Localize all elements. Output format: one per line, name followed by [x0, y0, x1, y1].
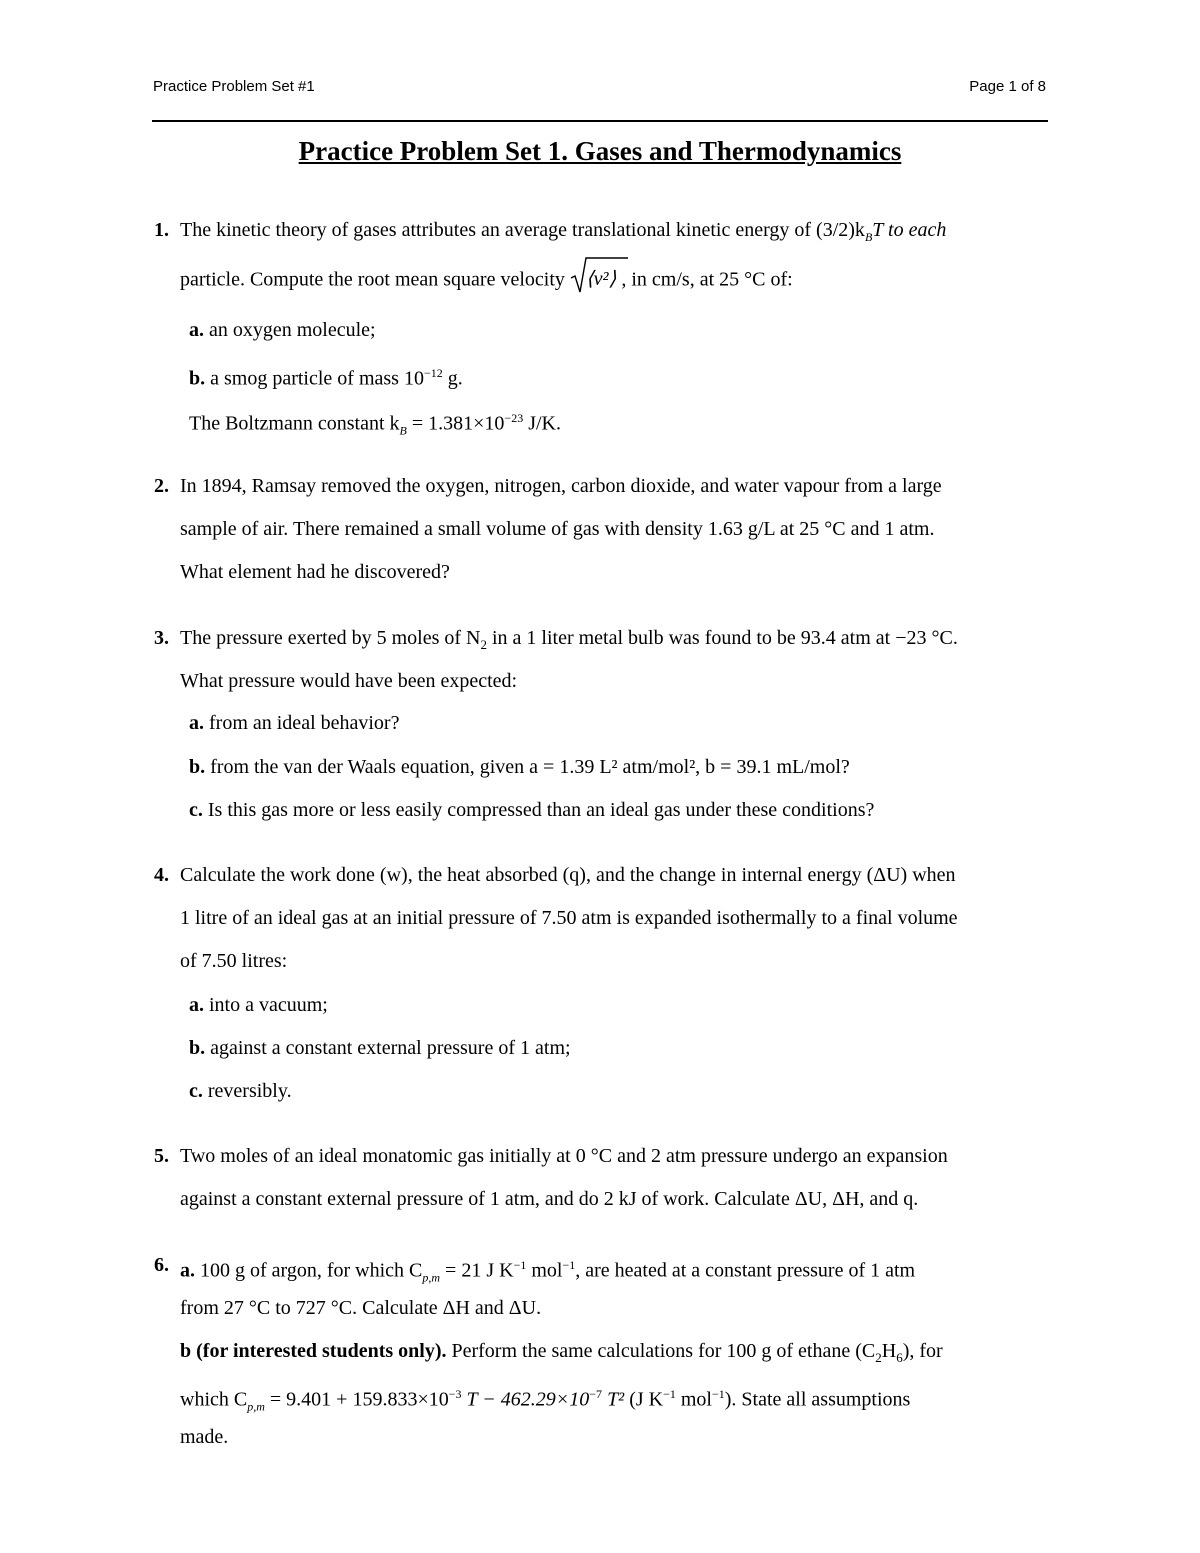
problem-1-part-a: a. an oxygen molecule;	[189, 319, 376, 341]
problem-2-number: 2.	[154, 475, 169, 497]
problem-5-number: 5.	[154, 1145, 169, 1167]
problem-5-line-1: Two moles of an ideal monatomic gas initially at 0 °C and 2 atm pressure undergo an expansion	[180, 1145, 948, 1167]
page-title: Practice Problem Set 1. Gases and Thermodynamics	[298, 136, 902, 166]
problem-2-line-2: sample of air. There remained a small volume of gas with density 1.63 g/L at 25 °C and 1 atm.	[180, 518, 935, 540]
problem-1-line-1: The kinetic theory of gases attributes an average translational kinetic energy of $(3/2)k_BT$ to each	[180, 219, 947, 244]
problem-1-constant: The Boltzmann constant $k_B = 1.381\times 10^{-23}$ J/K.	[189, 411, 561, 438]
running-header-left: Practice Problem Set #1	[153, 78, 315, 95]
problem-3-line-2: What pressure would have been expected:	[180, 670, 518, 692]
problem-6-line-4: which $C_{p,m} = 9.401 + 159.833\times 10^{-3}$ $T - 462.29\times 10^{-7}$ T² (J $K^{-1}$ mol$^{-1}$). State all assumptions	[180, 1387, 911, 1414]
problem-3-line-1: The pressure exerted by 5 moles of $N_2$ in a 1 liter metal bulb was found to be 93.4 atm at −23 °C.	[180, 627, 958, 652]
problem-4-line-2: 1 litre of an ideal gas at an initial pressure of 7.50 atm is expanded isothermally to a final volume	[180, 907, 958, 929]
problem-6-line-5: made.	[180, 1426, 229, 1448]
problem-3-part-b: b. from the van der Waals equation, given a = 1.39 L² atm/mol², b = 39.1 mL/mol?	[189, 756, 850, 778]
problem-3-part-a: a. from an ideal behavior?	[189, 712, 400, 734]
problem-2-line-3: What element had he discovered?	[180, 561, 450, 583]
problem-4-part-a: a. into a vacuum;	[189, 994, 328, 1016]
problem-4-number: 4.	[154, 864, 169, 886]
problem-4-line-3: of 7.50 litres:	[180, 950, 288, 972]
header-rule	[152, 120, 1048, 122]
problem-4-part-c: c. reversibly.	[189, 1080, 292, 1102]
problem-1-line-2: particle. Compute the root mean square velocity ⟨v²⟩ , in cm/s, at 25 °C of:	[180, 266, 793, 296]
running-header-page-number: Page 1 of 8	[969, 78, 1046, 95]
problem-6-line-2: from 27 °C to 727 °C. Calculate ΔH and ΔU.	[180, 1297, 542, 1319]
problem-3-number: 3.	[154, 627, 169, 649]
problem-4-part-b: b. against a constant external pressure of 1 atm;	[189, 1037, 571, 1059]
problem-6-number: 6.	[154, 1254, 169, 1276]
problem-6-line-1: a. 100 g of argon, for which $C_{p,m} = 21$ J $K^{-1}$ mol$^{-1}$, are heated at a constant pressure of 1 atm	[180, 1258, 916, 1285]
problem-3-part-c: c. Is this gas more or less easily compressed than an ideal gas under these conditions?	[189, 799, 875, 821]
problem-4-line-1: Calculate the work done (w), the heat absorbed (q), and the change in internal energy (ΔU) when	[180, 864, 956, 886]
problem-5-line-2: against a constant external pressure of 1 atm, and do 2 kJ of work. Calculate ΔU, ΔH, and q.	[180, 1188, 919, 1210]
problem-2-line-1: In 1894, Ramsay removed the oxygen, nitrogen, carbon dioxide, and water vapour from a large	[180, 475, 942, 497]
square-root-symbol: ⟨v²⟩	[570, 266, 616, 296]
problem-1-number: 1.	[154, 219, 169, 241]
problem-1-part-b: b. a smog particle of mass $10^{-12}$ g.	[189, 366, 463, 390]
problem-6-line-3: b (for interested students only). Perform the same calculations for 100 g of ethane $(C_2H_6)$, for	[180, 1340, 943, 1365]
